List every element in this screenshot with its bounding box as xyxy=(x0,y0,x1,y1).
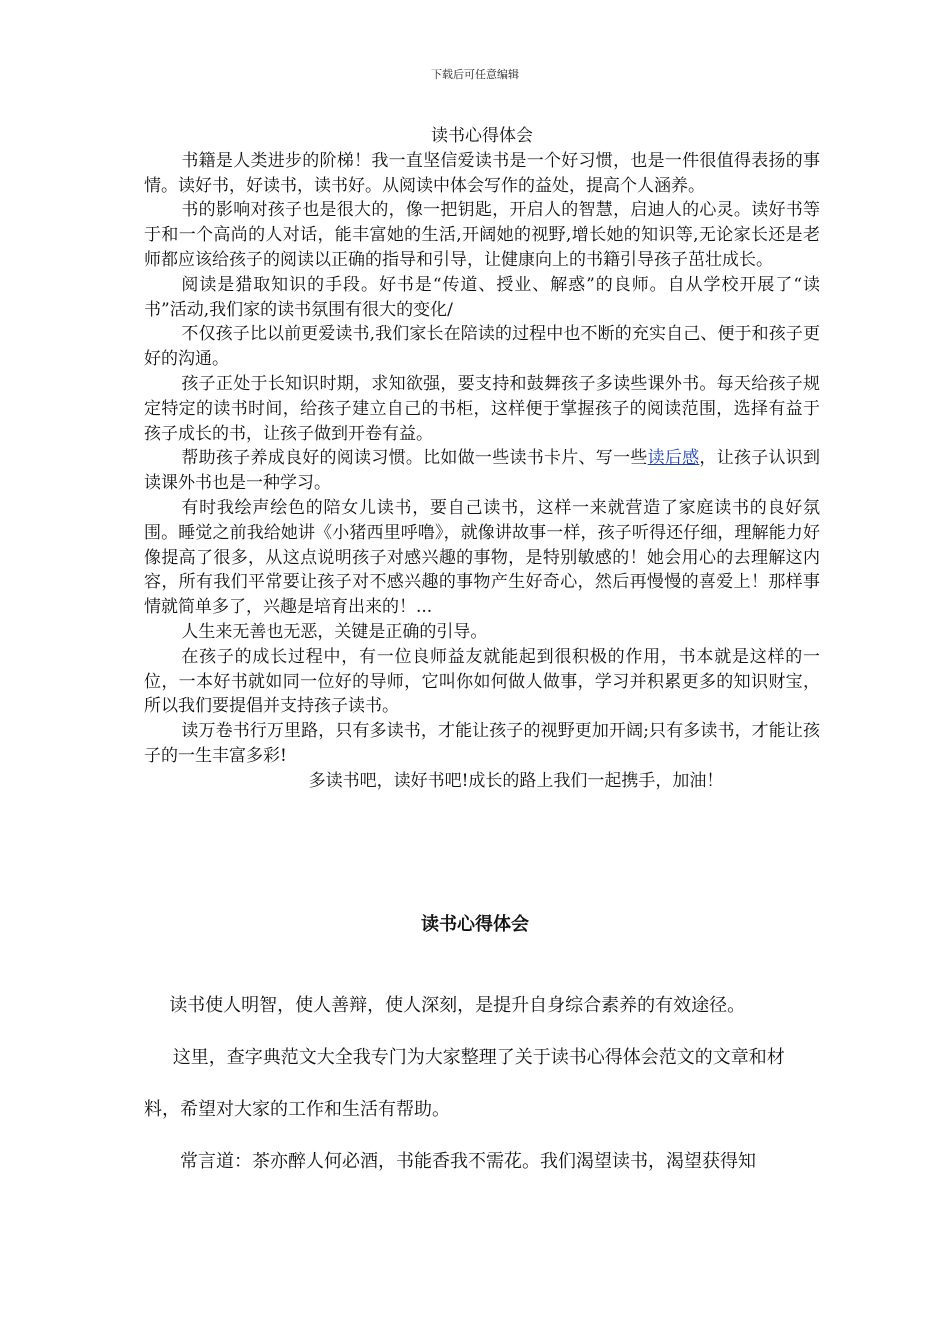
paragraph: 不仅孩子比以前更爱读书,我们家长在陪读的过程中也不断的充实自己、便于和孩子更好的沟通。 xyxy=(144,324,820,370)
section-2-title: 读书心得体会 xyxy=(421,914,529,935)
paragraph: 阅读是猎取知识的手段。好书是“传道、授业、解惑”的良师。自从学校开展了“读书”活动,我们家的读书氛围有很大的变化/ xyxy=(144,274,820,320)
reading-notes-link[interactable]: 读后感 xyxy=(647,448,700,469)
essay-section-2 xyxy=(144,980,820,1188)
header-note: 下载后可任意编辑 xyxy=(431,68,519,81)
paragraph: 常言道：茶亦醉人何必酒，书能香我不需花。我们渴望读书，渴望获得知 xyxy=(180,1151,756,1172)
paragraph xyxy=(144,446,820,496)
paragraph: 有时我绘声绘色的陪女儿读书，要自己读书，这样一来就营造了家庭读书的良好氛围。睡觉之前我给她讲《小猪西里呼噜》，就像讲故事一样，孩子听得还仔细，理解能力好像提高了很多，从这点说明孩子对感兴趣的事物，是特别敏感的！她会用心的去理解这内容，所有我们平常要让孩子对不感兴趣的事物产生好奇心，然后再慢慢的喜爱上！那样事情就简单多了，兴趣是培育出来的！... xyxy=(144,497,820,618)
paragraph: 孩子正处于长知识时期，求知欲强，要支持和鼓舞孩子多读些课外书。每天给孩子规定特定的读书时间，给孩子建立自己的书柜，这样便于掌握孩子的阅读范围，选择有益于孩子成长的书，让孩子做到开卷有益。 xyxy=(144,373,820,444)
paragraph: 书籍是人类进步的阶梯！我一直坚信爱读书是一个好习惯，也是一件很值得表扬的事情。读好书，好读书，读书好。从阅读中体会写作的益处，提高个人涵养。 xyxy=(144,150,820,196)
closing-line: 多读书吧，读好书吧!成长的路上我们一起携手，加油！ xyxy=(308,770,724,791)
paragraph-text: 帮助孩子养成良好的阅读习惯。比如做一些读书卡片、写一些 xyxy=(181,448,648,469)
paragraph: 书的影响对孩子也是很大的，像一把钥匙，开启人的智慧，启迪人的心灵。读好书等于和一个高尚的人对话，能丰富她的生活,开阔她的视野,增长她的知识等,无论家长还是老师都应该给孩子的阅读以正确的指导和引导，让健康向上的书籍引导孩子茁壮成长。 xyxy=(144,200,820,270)
paragraph-text: ，让孩子认识到读课外书也是一种学习。 xyxy=(144,448,821,494)
essay-title: 读书心得体会 xyxy=(431,126,533,146)
paragraph: 人生来无善也无恶，关键是正确的引导。 xyxy=(181,621,488,642)
paragraph: 读书使人明智，使人善辩，使人深刻，是提升自身综合素养的有效途径。 xyxy=(169,995,746,1016)
paragraph: 在孩子的成长过程中，有一位良师益友就能起到很积极的作用，书本就是这样的一位，一本好书就如同一位好的导师，它叫你如何做人做事，学习并积累更多的知识财宝，所以我们要提倡并支持孩子读书。 xyxy=(144,646,820,717)
paragraph: 这里，查字典范文大全我专门为大家整理了关于读书心得体会范文的文章和材料，希望对大家的工作和生活有帮助。 xyxy=(144,1047,785,1120)
essay-section-1 xyxy=(144,124,820,794)
paragraph: 读万卷书行万里路，只有多读书，才能让孩子的视野更加开阔;只有多读书，才能让孩子的一生丰富多彩! xyxy=(144,721,820,766)
